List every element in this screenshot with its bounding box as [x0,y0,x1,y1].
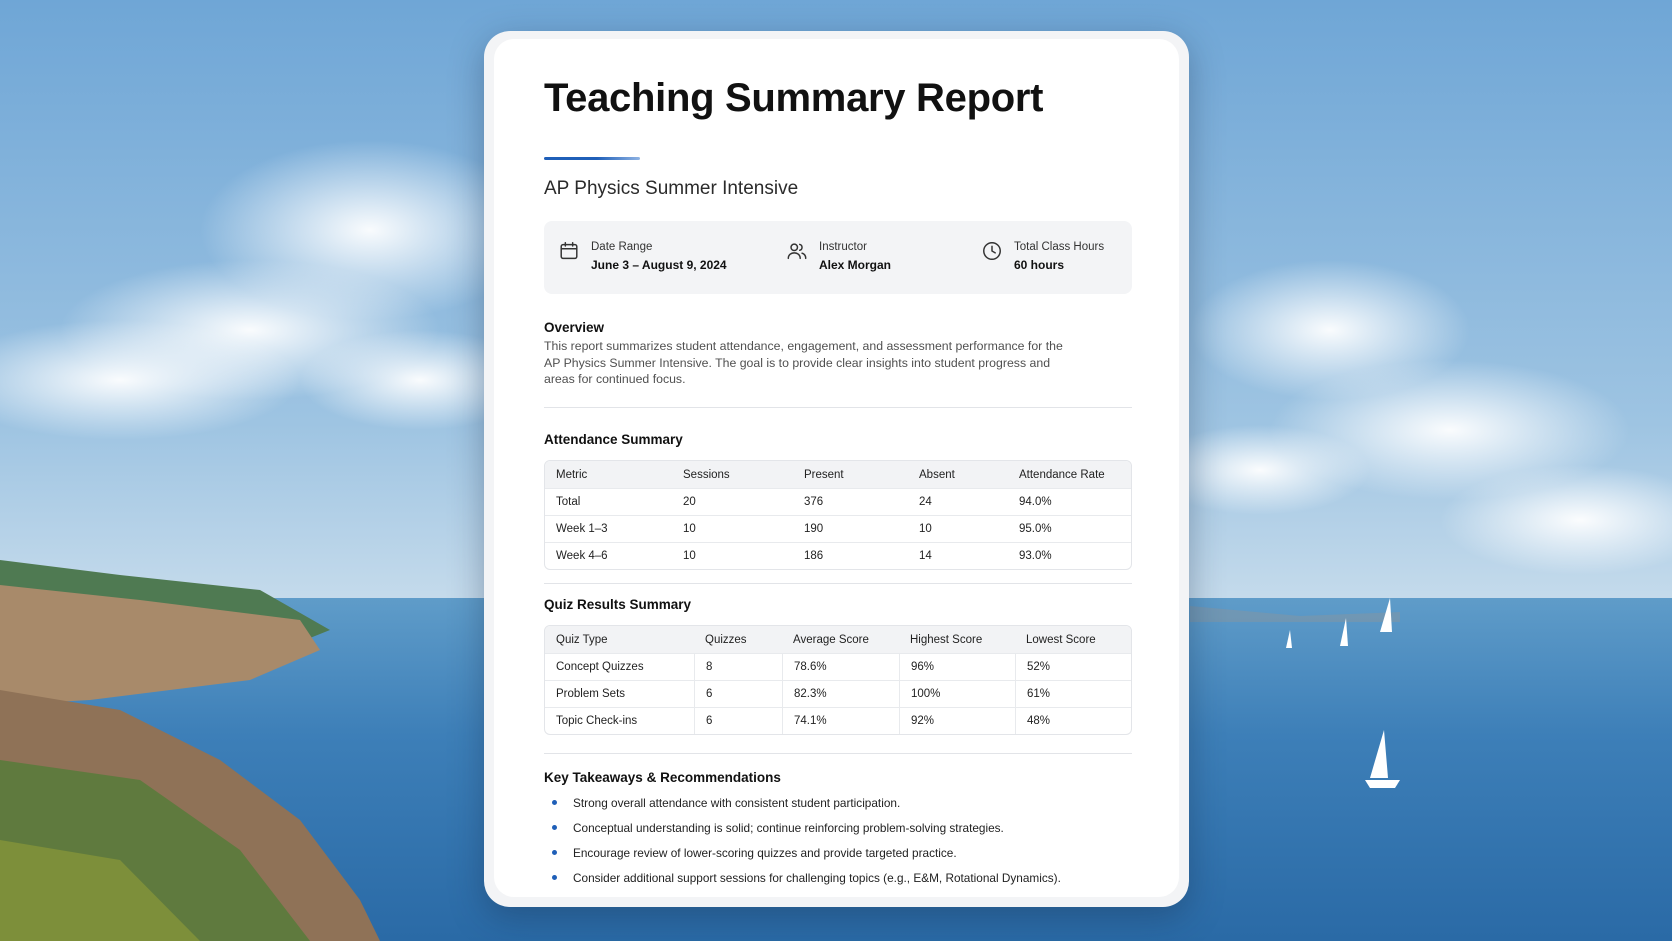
table-cell: 74.1% [782,707,899,734]
table-cell: Week 1–3 [545,515,672,542]
bullet-icon [552,825,557,830]
people-icon [786,240,808,262]
attendance-table [544,460,1132,570]
date-range-value: June 3 – August 9, 2024 [591,258,727,272]
report-title: Teaching Summary Report [544,76,1044,120]
table-cell: 8 [694,653,782,680]
section-divider [544,583,1132,584]
date-range-label: Date Range [591,241,653,253]
title-underline [544,157,640,160]
table-cell: Concept Quizzes [545,653,694,680]
takeaway-text: Conceptual understanding is solid; continue reinforcing problem-solving strategies. [573,821,1004,835]
table-row [545,680,1131,707]
meta-date-range [558,239,727,275]
overview-heading: Overview [544,320,605,335]
list-item [544,795,1061,820]
takeaway-text: Strong overall attendance with consistent student participation. [573,796,901,810]
report-card [484,31,1189,907]
section-divider [544,407,1132,408]
meta-class-hours [981,239,1104,275]
list-item [544,845,1061,870]
takeaways-heading: Key Takeaways & Recommendations [544,770,781,785]
column-header: Quizzes [694,626,782,653]
table-row [545,653,1131,680]
table-cell: 190 [793,515,908,542]
table-cell: 48% [1015,707,1131,734]
table-cell: 10 [672,542,793,569]
takeaways-list [544,795,1061,895]
takeaway-text: Consider additional support sessions for challenging topics (e.g., E&M, Rotational Dynamics). [573,871,1061,885]
meta-panel [544,221,1132,294]
column-header: Highest Score [899,626,1015,653]
column-header: Present [793,461,908,488]
class-hours-label: Total Class Hours [1014,241,1105,253]
column-header: Lowest Score [1015,626,1131,653]
table-cell: 186 [793,542,908,569]
table-cell: 6 [694,707,782,734]
table-cell: 10 [908,515,1008,542]
table-cell: 92% [899,707,1015,734]
list-item [544,820,1061,845]
column-header: Attendance Rate [1008,461,1131,488]
section-divider [544,753,1132,754]
column-header: Average Score [782,626,899,653]
table-row [545,542,1131,569]
bullet-icon [552,875,557,880]
instructor-value: Alex Morgan [819,258,892,272]
clock-icon [981,240,1003,262]
overview-text: This report summarizes student attendance, engagement, and assessment performance for the AP Physics Summer Intensive. The goal is to provide clear insights into student progress and areas for continued focus. [544,339,1063,386]
table-cell: 52% [1015,653,1131,680]
table-cell: Topic Check-ins [545,707,694,734]
table-cell: 6 [694,680,782,707]
table-cell: 100% [899,680,1015,707]
bullet-icon [552,850,557,855]
table-cell: 82.3% [782,680,899,707]
class-hours-value: 60 hours [1014,258,1065,272]
bullet-icon [552,800,557,805]
column-header: Metric [545,461,672,488]
report-subtitle: AP Physics Summer Intensive [544,178,799,199]
takeaway-text: Encourage review of lower-scoring quizzes and provide targeted practice. [573,846,957,860]
quiz-results-table [544,625,1132,735]
table-cell: 78.6% [782,653,899,680]
table-cell: 95.0% [1008,515,1131,542]
table-cell: 10 [672,515,793,542]
table-cell: 94.0% [1008,488,1131,515]
instructor-label: Instructor [819,241,867,253]
table-cell: 14 [908,542,1008,569]
quiz-heading: Quiz Results Summary [544,597,692,612]
table-cell: 376 [793,488,908,515]
table-cell: Problem Sets [545,680,694,707]
table-row [545,707,1131,734]
attendance-heading: Attendance Summary [544,432,683,447]
table-cell: 93.0% [1008,542,1131,569]
table-cell: Total [545,488,672,515]
table-header-row [545,626,1131,653]
column-header: Quiz Type [545,626,694,653]
table-header-row [545,461,1131,488]
column-header: Absent [908,461,1008,488]
table-cell: Week 4–6 [545,542,672,569]
table-row [545,488,1131,515]
meta-instructor [786,239,891,275]
table-cell: 96% [899,653,1015,680]
report-sheet [494,39,1179,897]
table-row [545,515,1131,542]
calendar-icon [558,240,580,262]
column-header: Sessions [672,461,793,488]
table-cell: 20 [672,488,793,515]
table-cell: 61% [1015,680,1131,707]
list-item [544,870,1061,895]
table-cell: 24 [908,488,1008,515]
